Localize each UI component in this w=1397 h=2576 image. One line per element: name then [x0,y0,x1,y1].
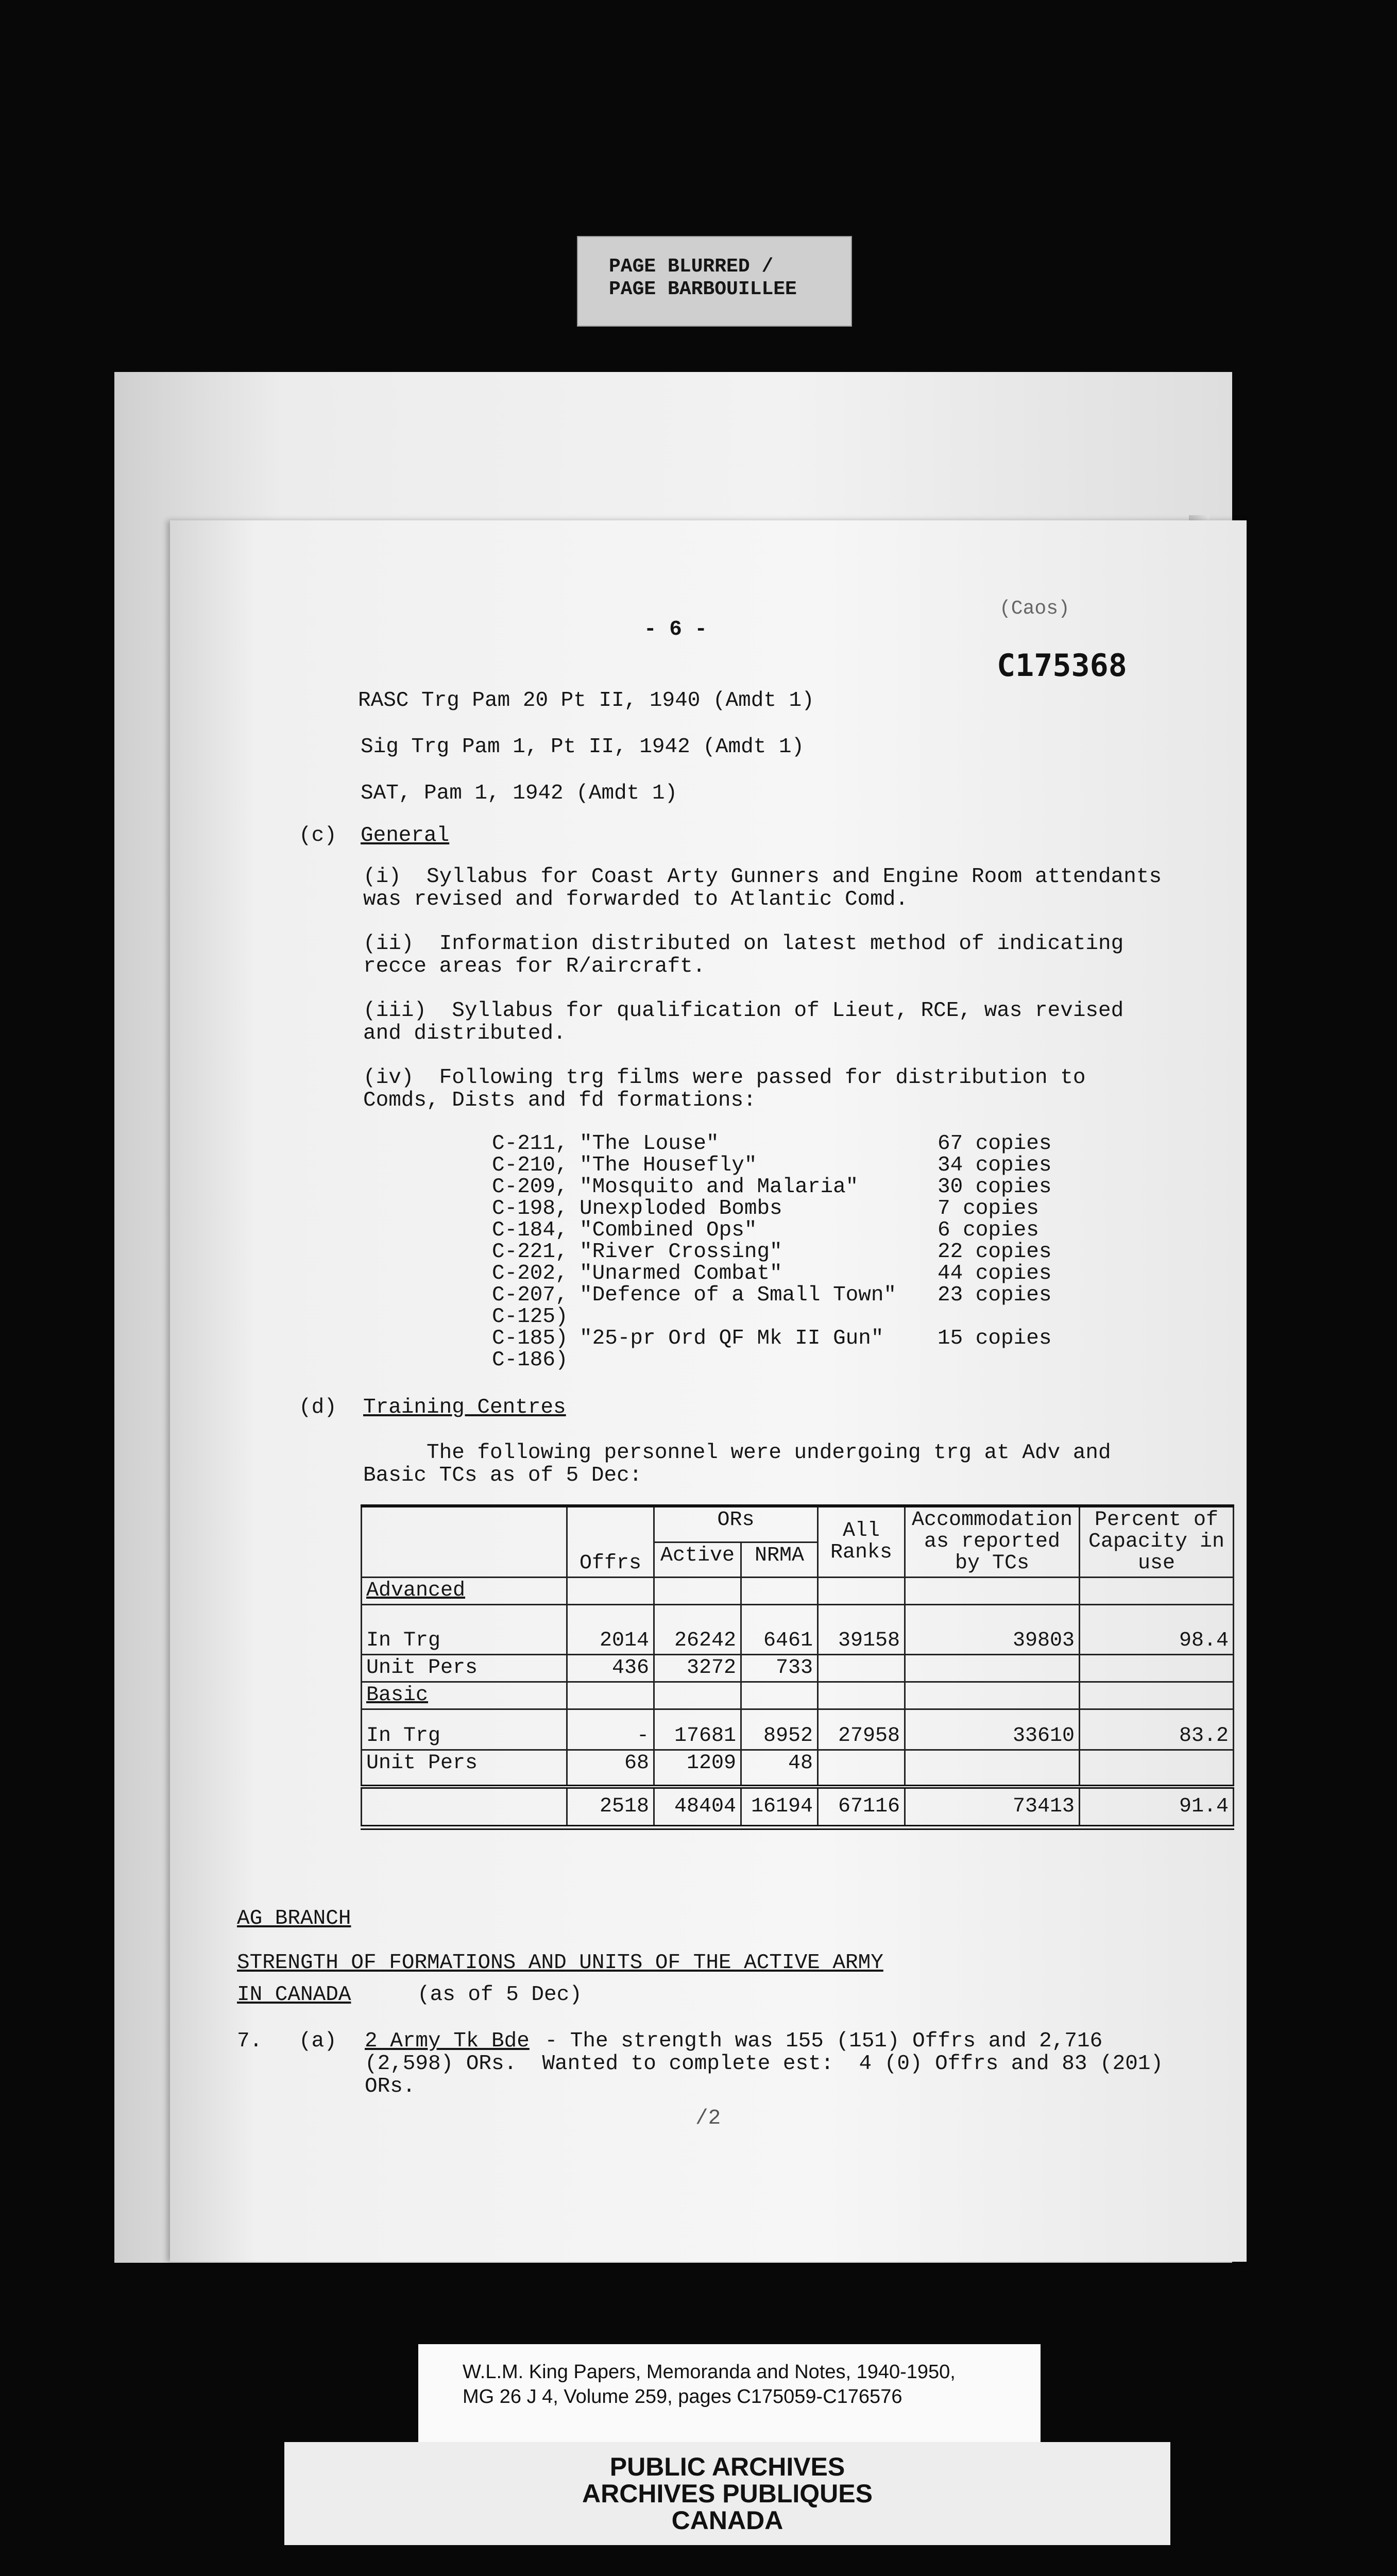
item-iv-line-1: (iv) Following trg films were passed for distribution to [363,1066,1086,1090]
cell-nrma: 8952 [741,1709,818,1750]
cell-accommodation [905,1750,1080,1787]
total-percent: 91.4 [1080,1787,1234,1827]
publication-2: Sig Trg Pam 1, Pt II, 1942 (Amdt 1) [361,735,805,759]
strength-heading-line-2: IN CANADA [237,1983,351,2007]
film-title: "Combined Ops" [580,1218,757,1242]
cell-offrs: 2014 [567,1605,654,1655]
header-nrma: NRMA [741,1542,818,1577]
film-title: "Mosquito and Malaria" [580,1175,859,1199]
film-code: C-210, [492,1154,568,1177]
cell-nrma: 733 [741,1655,818,1682]
cell-offrs: 436 [567,1655,654,1682]
item-ii-line-1: (ii) Information distributed on latest method of indicating [363,932,1124,956]
reference-number: C175368 [997,648,1127,684]
training-centres-table [361,1504,1234,1830]
cell-accommodation: 33610 [905,1709,1080,1750]
stamp-mark: (Caos) [999,598,1070,620]
film-code: C-184, [492,1218,568,1242]
item-iii-line-1: (iii) Syllabus for qualification of Lieut, RCE, was revised [363,999,1124,1023]
tag-line-1: PAGE BLURRED / [609,256,774,278]
paragraph-line-3: ORs. [365,2075,416,2098]
cell-active: 1209 [654,1750,741,1787]
cell-active: 17681 [654,1709,741,1750]
total-all-ranks: 67116 [818,1787,905,1827]
header-offrs: Offrs [567,1506,654,1578]
paragraph-line-2: (2,598) ORs. Wanted to complete est: 4 (0) Offrs and 83 (201) [365,2052,1164,2076]
total-nrma: 16194 [741,1787,818,1827]
film-title: "The Housefly" [580,1154,757,1177]
table-total-row [362,1787,1234,1827]
header-all-ranks: All Ranks [818,1506,905,1578]
film-copies: 44 copies [938,1262,1052,1285]
archive-caption [418,2344,1041,2442]
total-offrs: 2518 [567,1787,654,1827]
page-number: - 6 - [644,618,708,641]
tag-line-2: PAGE BARBOUILLEE [609,278,797,300]
cell-accommodation [905,1655,1080,1682]
total-active: 48404 [654,1787,741,1827]
training-intro-line-1: The following personnel were undergoing trg at Adv and [363,1441,1111,1465]
cell-percent [1080,1655,1234,1682]
header-ors: ORs [654,1506,818,1542]
cell-nrma: 6461 [741,1605,818,1655]
row-label: In Trg [362,1605,567,1655]
film-title: "River Crossing" [580,1240,782,1264]
film-copies: 7 copies [938,1197,1039,1221]
header-active: Active [654,1542,741,1577]
group-basic: Basic [362,1682,567,1709]
paragraph-a-label: (a) [299,2029,337,2053]
group-advanced: Advanced [362,1578,567,1605]
page-blurred-tag [577,236,852,327]
publication-3: SAT, Pam 1, 1942 (Amdt 1) [361,782,678,805]
caption-line-1: W.L.M. King Papers, Memoranda and Notes, 1940-1950, [463,2361,956,2383]
section-c-label: (c) [299,824,337,848]
cell-all-ranks: 27958 [818,1709,905,1750]
film-title: "Defence of a Small Town" [580,1283,897,1307]
cell-percent: 98.4 [1080,1605,1234,1655]
table-row [362,1655,1234,1682]
archives-line-3: CANADA [671,2506,783,2535]
item-i-line-1: (i) Syllabus for Coast Arty Gunners and Engine Room attendants [363,865,1162,889]
item-iii-line-2: and distributed. [363,1022,566,1045]
cell-percent: 83.2 [1080,1709,1234,1750]
film-code: C-198, [492,1197,568,1221]
archives-line-1: PUBLIC ARCHIVES [609,2452,845,2481]
film-code: C-211, [492,1132,568,1156]
row-label: In Trg [362,1709,567,1750]
film-title: "Unarmed Combat" [580,1262,782,1285]
cell-percent [1080,1750,1234,1787]
header-percent-capacity: Percent of Capacity in use [1080,1506,1234,1578]
cell-all-ranks: 39158 [818,1605,905,1655]
unit-name: 2 Army Tk Bde [365,2029,530,2053]
cell-accommodation: 39803 [905,1605,1080,1655]
film-code: C-209, [492,1175,568,1199]
film-copies: 67 copies [938,1132,1052,1156]
cell-nrma: 48 [741,1750,818,1787]
public-archives-banner [284,2442,1170,2545]
cell-active: 3272 [654,1655,741,1682]
cell-offrs: 68 [567,1750,654,1787]
item-ii-line-2: recce areas for R/aircraft. [363,955,706,978]
cell-all-ranks [818,1750,905,1787]
film-code: C-202, [492,1262,568,1285]
strength-date: (as of 5 Dec) [417,1983,582,2007]
section-d-heading: Training Centres [363,1396,566,1419]
header-accommodation: Accommodation as reported by TCs [905,1506,1080,1578]
cell-active: 26242 [654,1605,741,1655]
film-title: Unexploded Bombs [580,1197,782,1221]
row-label: Unit Pers [362,1655,567,1682]
film-copies: 22 copies [938,1240,1052,1264]
row-label: Unit Pers [362,1750,567,1787]
film-title: "25-pr Ord QF Mk II Gun" [580,1327,884,1350]
table-row [362,1709,1234,1750]
ag-branch-heading: AG BRANCH [237,1907,351,1930]
publication-1: RASC Trg Pam 20 Pt II, 1940 (Amdt 1) [358,689,814,713]
film-title: "The Louse" [580,1132,719,1156]
film-code: C-185) [492,1327,568,1350]
continuation-mark: /2 [695,2107,721,2130]
paragraph-number: 7. [237,2029,263,2053]
film-code: C-221, [492,1240,568,1264]
cell-offrs: - [567,1709,654,1750]
strength-heading-line-1: STRENGTH OF FORMATIONS AND UNITS OF THE ACTIVE ARMY [237,1951,883,1975]
header-blank [362,1506,567,1578]
item-i-line-2: was revised and forwarded to Atlantic Comd. [363,888,908,911]
section-c-heading: General [361,824,450,848]
caption-line-2: MG 26 J 4, Volume 259, pages C175059-C176576 [463,2386,902,2408]
item-iv-line-2: Comds, Dists and fd formations: [363,1089,756,1112]
film-copies: 23 copies [938,1283,1052,1307]
film-code: C-207, [492,1283,568,1307]
total-accommodation: 73413 [905,1787,1080,1827]
training-intro-line-2: Basic TCs as of 5 Dec: [363,1464,642,1487]
table-row [362,1750,1234,1787]
film-copies: 34 copies [938,1154,1052,1177]
paragraph-line-1: - The strength was 155 (151) Offrs and 2,716 [532,2029,1103,2053]
film-code: C-125) [492,1305,568,1329]
section-d-label: (d) [299,1396,337,1419]
film-code: C-186) [492,1348,568,1372]
film-copies: 15 copies [938,1327,1052,1350]
film-copies: 30 copies [938,1175,1052,1199]
cell-all-ranks [818,1655,905,1682]
archives-line-2: ARCHIVES PUBLIQUES [582,2479,873,2508]
table-row [362,1605,1234,1655]
film-copies: 6 copies [938,1218,1039,1242]
